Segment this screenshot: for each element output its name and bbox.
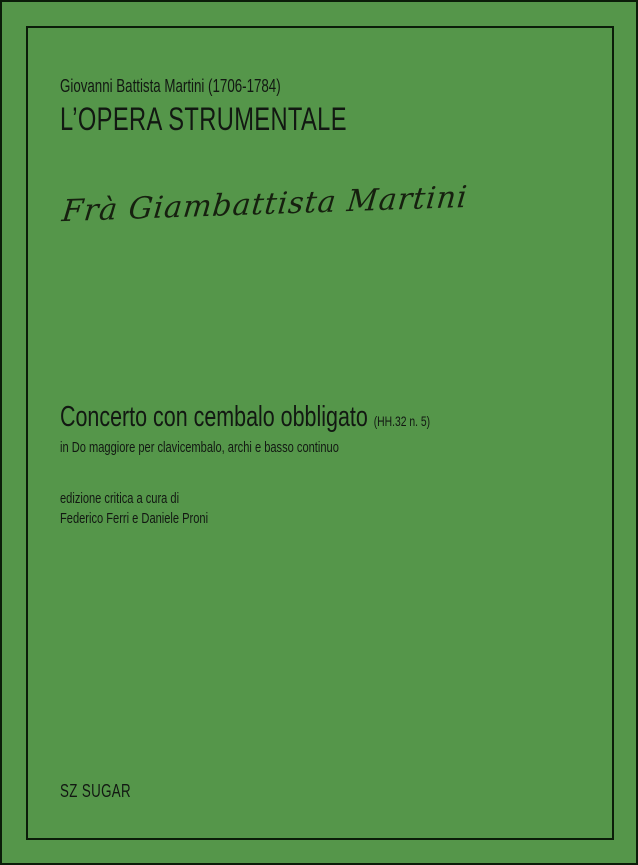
- catalog-number: (HH.32 n. 5): [373, 413, 431, 429]
- composer-signature: Frà Giambattista Martini: [60, 179, 470, 230]
- publisher-name: SZ SUGAR: [60, 781, 132, 801]
- composer-name: Giovanni Battista Martini (1706-1784): [60, 76, 281, 96]
- work-subtitle: in Do maggiore per clavicembalo, archi e basso continuo: [60, 439, 339, 456]
- work-title: Concerto con cembalo obbligato: [60, 401, 368, 433]
- series-title: L’OPERA STRUMENTALE: [60, 101, 347, 137]
- inner-border-frame: [26, 26, 614, 840]
- editors-names: Federico Ferri e Daniele Proni: [60, 510, 209, 527]
- edition-credit-line: edizione critica a cura di: [60, 490, 180, 507]
- work-title-line: [60, 403, 430, 432]
